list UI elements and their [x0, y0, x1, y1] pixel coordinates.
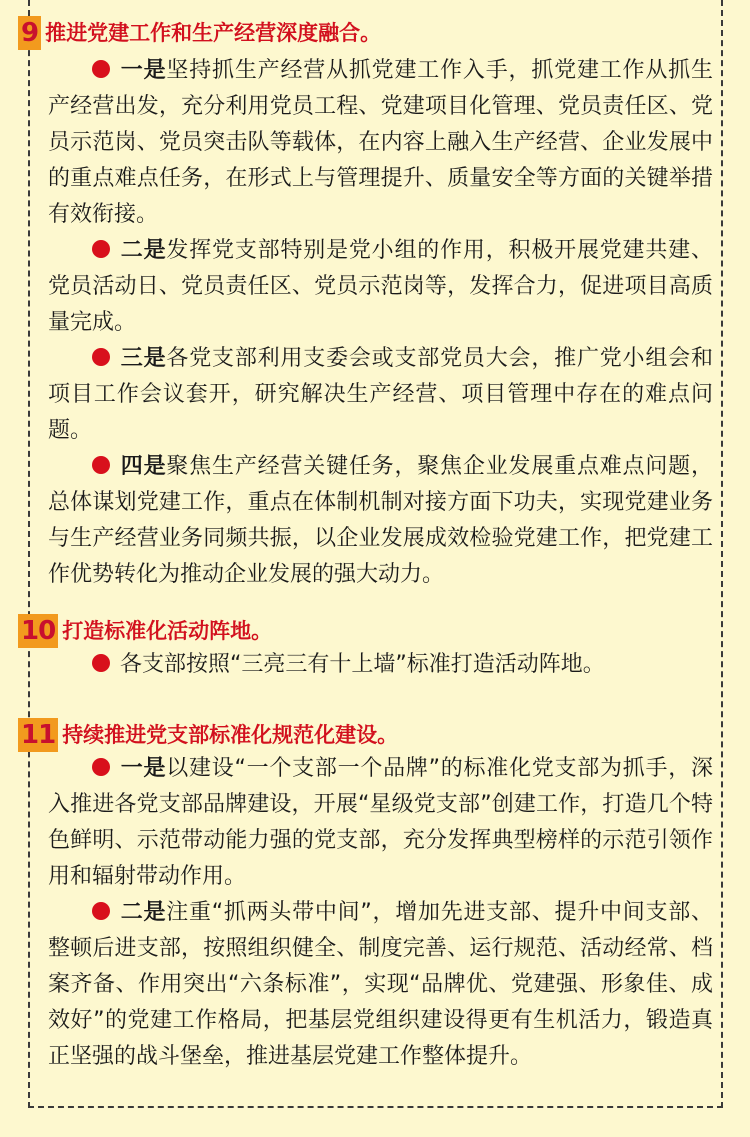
bullet-icon: [92, 758, 110, 776]
section-number-badge: 10: [18, 614, 58, 648]
item-text: 聚焦生产经营关键任务，聚焦企业发展重点难点问题，总体谋划党建工作，重点在体制机制对接方面下功夫，实现党建业务与生产经营业务同频共振，以企业发展成效检验党建工作，把党建工作优势转化为推动企业发展的强大动力。: [48, 454, 713, 587]
item-text: 各支部按照“三亮三有十上墙”标准打造活动阵地。: [120, 652, 605, 677]
item-lead: 一是: [120, 58, 167, 83]
section-number-badge: 11: [18, 718, 58, 752]
list-item: [48, 751, 713, 895]
item-text: 以建设“一个支部一个品牌”的标准化党支部为抓手，深入推进各党支部品牌建设，开展“星级党支部”创建工作，打造几个特色鲜明、示范带动能力强的党支部，充分发挥典型榜样的示范引领作用和辐射带动作用。: [48, 756, 713, 889]
section-heading: [18, 613, 272, 649]
section-heading: [18, 717, 398, 753]
item-text: 坚持抓生产经营从抓党建工作入手，抓党建工作从抓生产经营出发，充分利用党员工程、党建项目化管理、党员责任区、党员示范岗、党员突击队等载体，在内容上融入生产经营、企业发展中的重点难点任务，在形式上与管理提升、质量安全等方面的关键举措有效衔接。: [48, 58, 713, 227]
bullet-icon: [92, 902, 110, 920]
bullet-icon: [92, 654, 110, 672]
list-item: [48, 233, 713, 341]
content-frame: [21, 0, 723, 1108]
section-title: 持续推进党支部标准化规范化建设。: [62, 723, 399, 747]
section-title: 推进党建工作和生产经营深度融合。: [45, 21, 382, 45]
list-item: [48, 647, 713, 683]
list-item: [48, 341, 713, 449]
section-title: 打造标准化活动阵地。: [62, 619, 273, 643]
item-lead: 二是: [120, 238, 167, 263]
item-text: 注重“抓两头带中间”，增加先进支部、提升中间支部、整顿后进支部，按照组织健全、制度完善、运行规范、活动经常、档案齐备、作用突出“六条标准”，实现“品牌优、党建强、形象佳、成效好”的党建工作格局，把基层党组织建设得更有生机活力，锻造真正坚强的战斗堡垒，推进基层党建工作整体提升。: [48, 900, 713, 1069]
section-heading: [18, 15, 381, 51]
item-text: 发挥党支部特别是党小组的作用，积极开展党建共建、党员活动日、党员责任区、党员示范岗等，发挥合力，促进项目高质量完成。: [48, 238, 713, 335]
item-lead: 二是: [120, 900, 167, 925]
list-item: [48, 449, 713, 593]
bullet-icon: [92, 60, 110, 78]
list-item: [48, 53, 713, 233]
item-lead: 四是: [120, 454, 167, 479]
item-lead: 一是: [120, 756, 167, 781]
item-lead: 三是: [120, 346, 167, 371]
bullet-icon: [92, 456, 110, 474]
list-item: [48, 895, 713, 1075]
item-text: 各党支部利用支委会或支部党员大会，推广党小组会和项目工作会议套开，研究解决生产经营、项目管理中存在的难点问题。: [48, 346, 713, 443]
bullet-icon: [92, 240, 110, 258]
section-number-badge: 9: [18, 16, 41, 50]
bullet-icon: [92, 348, 110, 366]
